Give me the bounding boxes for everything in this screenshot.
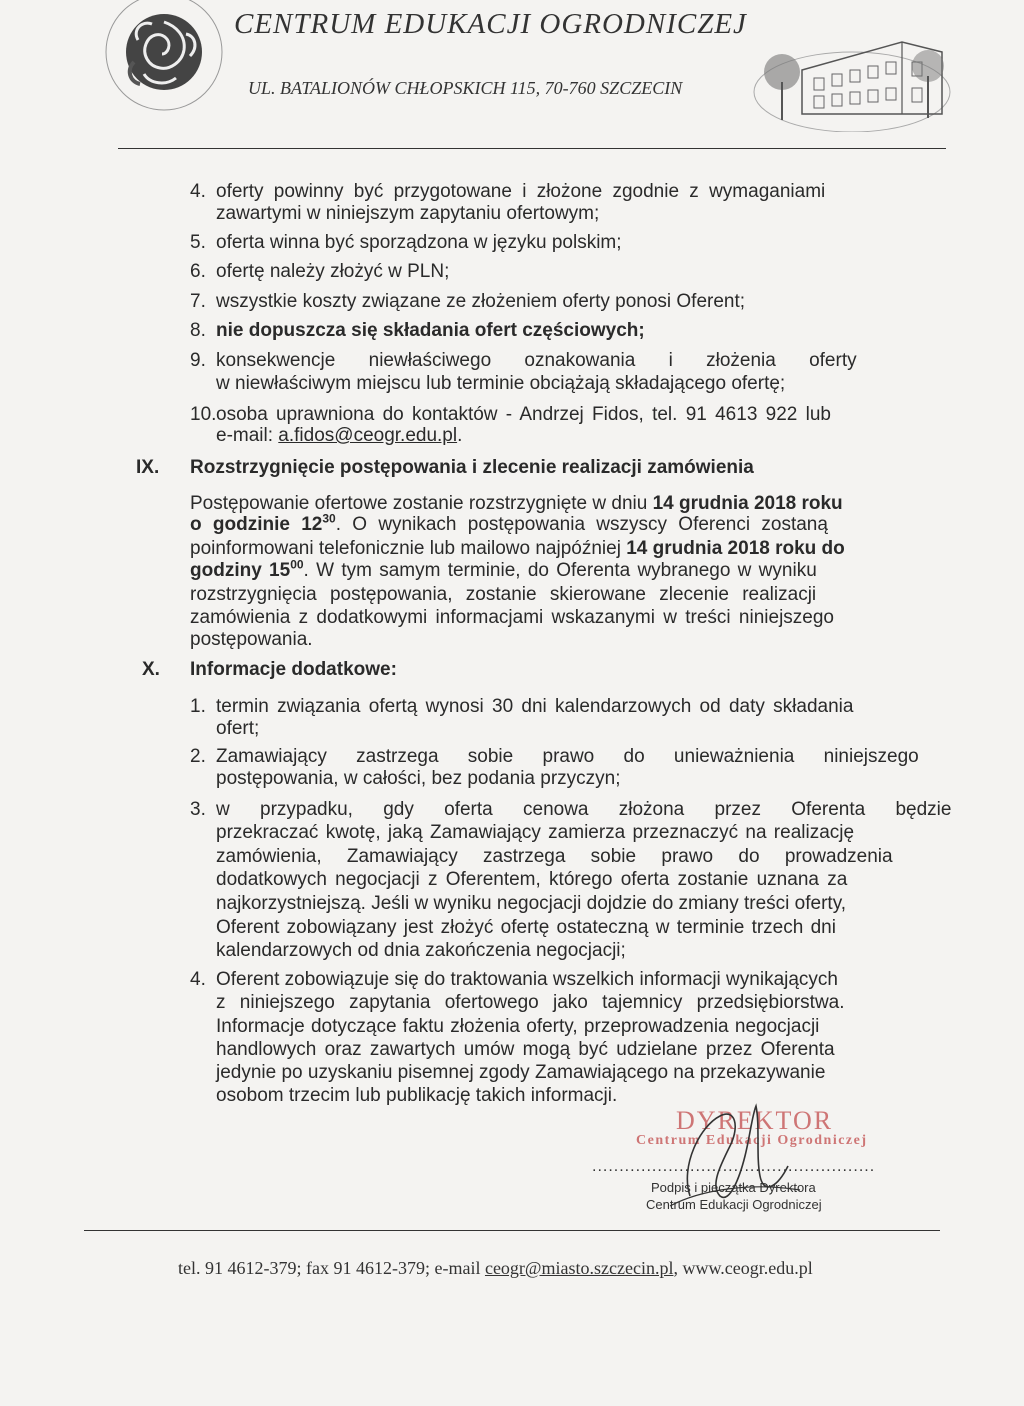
paragraph-line: o godzinie $12^{30}$. O wynikach postępowania wszyscy Oferenci zostaną (190, 511, 828, 535)
footer-email-link[interactable]: ceogr@miasto.szczecin.pl (484, 1258, 674, 1278)
item-number: 4. (190, 181, 206, 202)
director-stamp-title: DYREKTOR (676, 1106, 834, 1135)
signature-caption: Centrum Edukacji Ogrodniczej (646, 1197, 822, 1212)
item-text: osoba uprawniona do kontaktów - Andrzej Fidos, tel. 91 4613 922 lub (216, 404, 831, 425)
paragraph-line: zamówienia z dodatkowymi informacjami wskazanymi w treści niniejszego (190, 607, 835, 628)
section-title: Informacje dodatkowe: (190, 659, 397, 680)
section-number: X. (142, 659, 160, 680)
institution-address: UL. BATALIONÓW CHŁOPSKICH 115, 70-760 SZCZECIN (248, 78, 683, 98)
footer-contact: tel. 91 4612-379; fax 91 4612-379; e-mail ceogr@miasto.szczecin.pl, www.ceogr.edu.pl (178, 1258, 813, 1278)
item-number: 1. (190, 696, 206, 717)
item-text: wszystkie koszty związane ze złożeniem oferty ponosi Oferent; (216, 291, 746, 312)
item-number: 8. (190, 320, 206, 341)
item-text: e-mail: a.fidos@ceogr.edu.pl. (216, 425, 463, 446)
item-number: 5. (190, 232, 206, 253)
paragraph-line: rozstrzygnięcia postępowania, zostanie skierowane zlecenie realizacji (190, 584, 817, 605)
item-text: handlowych oraz zawartych umów mogą być udzielane przez Oferenta (216, 1039, 835, 1060)
item-text: postępowania, w całości, bez podania przyczyn; (216, 768, 621, 789)
item-number: 2. (190, 746, 206, 767)
item-text: dodatkowych negocjacji z Oferentem, którego oferta zostanie uznana za (216, 869, 848, 890)
item-text: oferta winna być sporządzona w języku polskim; (216, 232, 622, 253)
item-text: jedynie po uzyskaniu pisemnej zgody Zamawiającego na przekazywanie (216, 1062, 826, 1083)
item-text: Oferent zobowiązuje się do traktowania wszelkich informacji wynikających (216, 969, 838, 990)
section-title: Rozstrzygnięcie postępowania i zlecenie realizacji zamówienia (190, 457, 754, 478)
item-text: Informacje dotyczące faktu złożenia oferty, przeprowadzenia negocjacji (216, 1016, 820, 1037)
signature-caption: Podpis i pieczątka Dyrektora (651, 1180, 816, 1195)
item-text: kalendarzowych od dnia zakończenia negocjacji; (216, 940, 626, 961)
item-number: 7. (190, 291, 206, 312)
item-text: z niniejszego zapytania ofertowego jako tajemnicy przedsiębiorstwa. (216, 992, 845, 1013)
paragraph-line: godziny $15^{00}$. W tym samym terminie, do Oferenta wybranego w wyniku (190, 557, 817, 581)
item-text: konsekwencje niewłaściwego oznakowania i złożenia oferty (216, 350, 857, 371)
item-text: Oferent zobowiązany jest złożyć ofertę ostateczną w terminie trzech dni (216, 917, 836, 938)
paragraph-line: postępowania. (190, 629, 313, 650)
paragraph-line: Postępowanie ofertowe zostanie rozstrzygnięte w dniu 14 grudnia 2018 roku (190, 493, 843, 514)
footer-divider (84, 1230, 940, 1231)
item-number: 3. (190, 799, 206, 820)
item-number: 6. (190, 261, 206, 282)
item-text: zawartymi w niniejszym zapytaniu ofertowym; (216, 203, 600, 224)
item-number: 9. (190, 350, 206, 371)
item-text: przekraczać kwotę, jaką Zamawiający zamierza przeznaczyć na realizację (216, 822, 855, 843)
building-illustration-icon (752, 22, 952, 132)
signature-line: .................................................... (592, 1158, 876, 1175)
item-text: osobom trzecim lub publikację takich informacji. (216, 1085, 618, 1106)
rose-logo-icon (104, 0, 224, 118)
item-text: w niewłaściwym miejscu lub terminie obciążają składającego ofertę; (216, 373, 786, 394)
section-number: IX. (136, 457, 160, 478)
item-text: zamówienia, Zamawiający zastrzega sobie prawo do prowadzenia (216, 846, 893, 867)
item-text: oferty powinny być przygotowane i złożone zgodnie z wymaganiami (216, 181, 826, 202)
header-divider (118, 148, 946, 149)
institution-name: CENTRUM EDUKACJI OGRODNICZEJ (234, 8, 747, 40)
item-text: w przypadku, gdy oferta cenowa złożona przez Oferenta będzie (216, 799, 952, 820)
item-number: 10. (190, 404, 217, 425)
item-text: termin związania ofertą wynosi 30 dni kalendarzowych od daty składania (216, 696, 854, 717)
item-text: ofertę należy złożyć w PLN; (216, 261, 450, 282)
item-number: 4. (190, 969, 206, 990)
item-text: nie dopuszcza się składania ofert częściowych; (216, 320, 645, 341)
director-stamp-institution: Centrum Edukacji Ogrodniczej (636, 1133, 868, 1148)
paragraph-line: poinformowani telefonicznie lub mailowo najpóźniej 14 grudnia 2018 roku do (190, 538, 845, 559)
contact-email-link[interactable]: a.fidos@ceogr.edu.pl (278, 425, 458, 446)
item-text: ofert; (216, 718, 260, 739)
item-text: Zamawiający zastrzega sobie prawo do unieważnienia niniejszego (216, 746, 919, 767)
item-text: najkorzystniejszą. Jeśli w wyniku negocjacji dojdzie do zmiany treści oferty, (216, 893, 847, 914)
